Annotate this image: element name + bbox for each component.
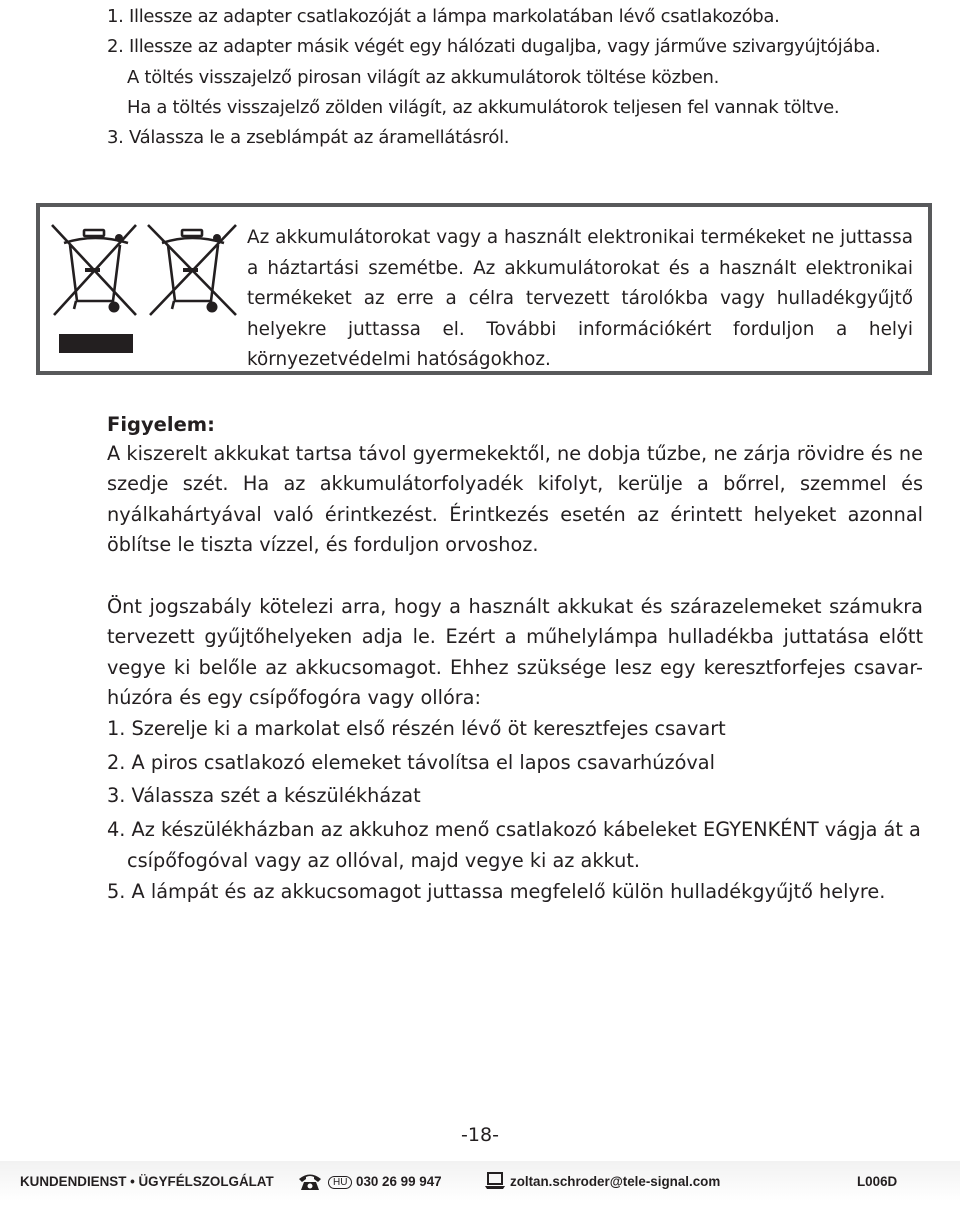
- list-item: 5. A lámpát és az akkucsomagot juttassa megfelelő külön hulladékgyűjtő helyre.: [107, 879, 886, 903]
- list-item: csípőfogóval vagy az ollóval, majd vegye ki az akkut.: [127, 848, 641, 872]
- list-item: 4. Az készülékházban az akkuhoz menő csatlakozó kábeleket EGYENKÉNT vágja át a: [107, 817, 921, 841]
- footer: [0, 1161, 960, 1201]
- list-item: 3. Válassza szét a készülékházat: [107, 784, 421, 807]
- list-item: 2. A piros csatlakozó elemeket távolítsa el lapos csavarhúzóval: [107, 750, 715, 774]
- laptop-icon: [484, 1171, 506, 1191]
- list-item: 1. Szerelje ki a markolat első részén lévő öt keresztfejes csavart: [107, 717, 726, 740]
- country-badge: HU: [328, 1173, 352, 1189]
- page-number: -18-: [461, 1124, 499, 1146]
- list-item: Ha a töltés visszajelző zölden világít, az akkumulátorok teljesen fel vannak töltve.: [127, 96, 840, 118]
- email-address: zoltan.schroder@tele-signal.com: [510, 1174, 721, 1189]
- list-item: 2. Illessze az adapter másik végét egy hálózati dugaljba, vagy járműve szivargyújtójába.: [107, 36, 881, 58]
- disposal-steps: [107, 714, 927, 910]
- crossed-bin-icon: [144, 221, 240, 319]
- warning-heading: Figyelem:: [107, 413, 215, 436]
- service-label: KUNDENDIENST • ÜGYFÉLSZOLGÁLAT: [20, 1174, 274, 1189]
- weee-notice-box: [36, 203, 932, 375]
- disposal-intro: Önt jogszabály kötelezi arra, hogy a használt akkukat és szárazelemeket számukra tervezett gyűjtőhelyeken adja le. Ezért a műhelylámpa hulladékba juttatása előtt vegye ki belőle az akkucsomagot. Ehhez szüksége lesz egy keresztforfejes csavar-húzóra és egy csípőfogóra vagy ollóra:: [107, 595, 923, 710]
- weee-notice-text: Az akkumulátorokat vagy a használt elektronikai termékeket ne juttassa a háztartási szemétbe. Az akkumulátorokat és a használt elektronikai termékeket az erre a célra tervezett tárolókba vagy hulladékgyűjtő helyekre juttassa el. További információkért forduljon a helyi környezetvédelmi hatóságokhoz.: [247, 227, 913, 371]
- crossed-bin-icon: [50, 221, 140, 319]
- phone-number: 030 26 99 947: [356, 1174, 442, 1189]
- list-item: A töltés visszajelző pirosan világít az akkumulátorok töltése közben.: [127, 66, 720, 88]
- telephone-icon: [297, 1172, 323, 1192]
- warning-text: A kiszerelt akkukat tartsa távol gyermekektől, ne dobja tűzbe, ne zárja rövidre és ne szedje szét. Ha az akkumulátorfolyadék kifolyt, kerülje a bőrrel, szemmel és nyálkahártyával való érintkezést. Érintkezés esetén az érintett helyeket azonnal öblítse le tiszta vízzel, és forduljon orvoshoz.: [107, 442, 923, 557]
- charging-instructions: [107, 2, 927, 153]
- model-code: L006D: [857, 1174, 898, 1189]
- separate-collection-bar: [59, 334, 133, 353]
- list-item: 3. Válassza le a zseblámpát az áramellátásról.: [107, 127, 510, 149]
- list-item: 1. Illessze az adapter csatlakozóját a lámpa markolatában lévő csatlakozóba.: [107, 6, 780, 27]
